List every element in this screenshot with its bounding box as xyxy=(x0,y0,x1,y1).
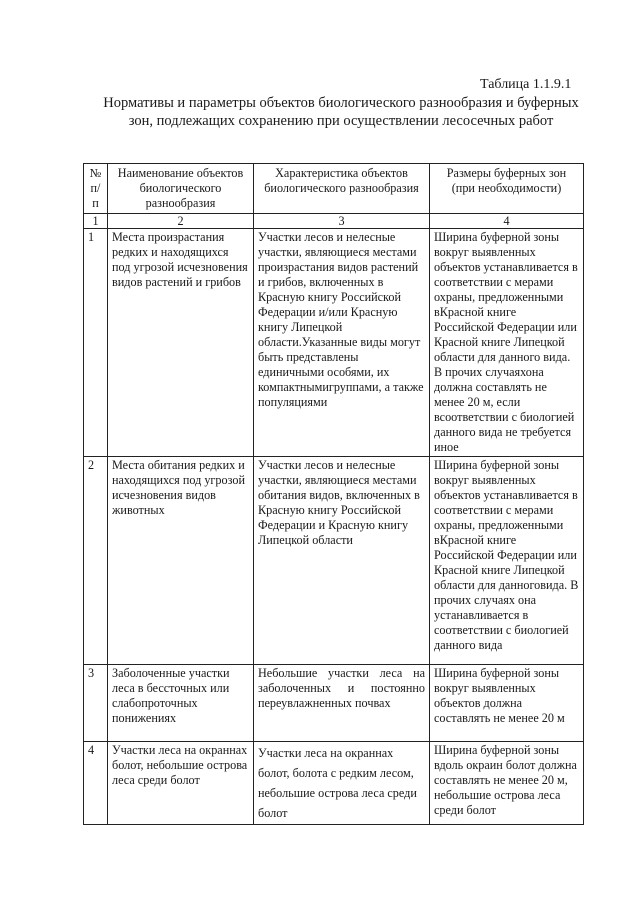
characteristics-cell: Участки лесов и нелесные участки, являющиеся местами произрастания видов растений и грибов, включенных в Красную книгу Российской Федерации и/или Красную книгу Липецкой области.Указанные виды могут быть представлены единичными особями, их компактнымигруппами, а также популяциями xyxy=(254,229,430,457)
characteristics-cell: Небольшие участки леса на заболоченных и постоянно переувлажненных почвах xyxy=(254,665,430,742)
buffer-size-cell: Ширина буферной зоны вокруг выявленных объектов устанавливается в соответствии с мерами охраны, предложенными вКрасной книге Российской Федерации или Красной книге Липецкой области для данного вида. В прочих случаяхона должна составлять не менее 20 м, если всоответствии с биологией данного вида не требуется иное xyxy=(430,229,584,457)
table-row xyxy=(84,457,584,665)
row-number: 1 xyxy=(84,229,108,457)
object-name-cell: Заболоченные участки леса в бессточных или слабопроточных понижениях xyxy=(108,665,254,742)
buffer-size-cell: Ширина буферной зоны вокруг выявленных объектов должна составлять не менее 20 м xyxy=(430,665,584,742)
object-name-cell: Места произрастания редких и находящихся под угрозой исчезновения видов растений и грибов xyxy=(108,229,254,457)
header-buffer-size: Размеры буферных зон (при необходимости) xyxy=(430,164,584,214)
column-number: 3 xyxy=(254,214,430,229)
column-number-row xyxy=(84,214,584,229)
table-row xyxy=(84,229,584,457)
table-row xyxy=(84,665,584,742)
header-number: № п/п xyxy=(84,164,108,214)
page-title: Нормативы и параметры объектов биологического разнообразия и буферных зон, подлежащих сохранению при осуществлении лесосечных работ xyxy=(103,95,579,129)
table-row xyxy=(84,742,584,825)
table-label: Таблица 1.1.9.1 xyxy=(480,77,572,92)
row-number: 3 xyxy=(84,665,108,742)
norms-table xyxy=(83,163,584,825)
buffer-size-cell: Ширина буферной зоны вокруг выявленных объектов устанавливается в соответствии с мерами охраны, предложенными вКрасной книге Российской Федерации или Красной книге Липецкой области для данноговида. В прочих случаях она устанавливается в соответствии с биологией данного вида xyxy=(430,457,584,665)
row-number: 2 xyxy=(84,457,108,665)
header-characteristics: Характеристика объектов биологического разнообразия xyxy=(254,164,430,214)
characteristics-cell: Участки лесов и нелесные участки, являющиеся местами обитания видов, включенных в Красную книгу Российской Федерации и Красную книгу Липецкой области xyxy=(254,457,430,665)
table-header-row xyxy=(84,164,584,214)
header-object-name: Наименование объектов биологического разнообразия xyxy=(108,164,254,214)
object-name-cell: Места обитания редких и находящихся под угрозой исчезновения видов животных xyxy=(108,457,254,665)
object-name-cell: Участки леса на окраннах болот, небольшие острова леса среди болот xyxy=(108,742,254,825)
column-number: 4 xyxy=(430,214,584,229)
row-number: 4 xyxy=(84,742,108,825)
buffer-size-cell: Ширина буферной зоны вдоль окраин болот должна составлять не менее 20 м, небольшие острова леса среди болот xyxy=(430,742,584,825)
column-number: 2 xyxy=(108,214,254,229)
column-number: 1 xyxy=(84,214,108,229)
characteristics-cell: Участки леса на окраннах болот, болота с редким лесом, небольшие острова леса среди болот xyxy=(254,742,430,825)
